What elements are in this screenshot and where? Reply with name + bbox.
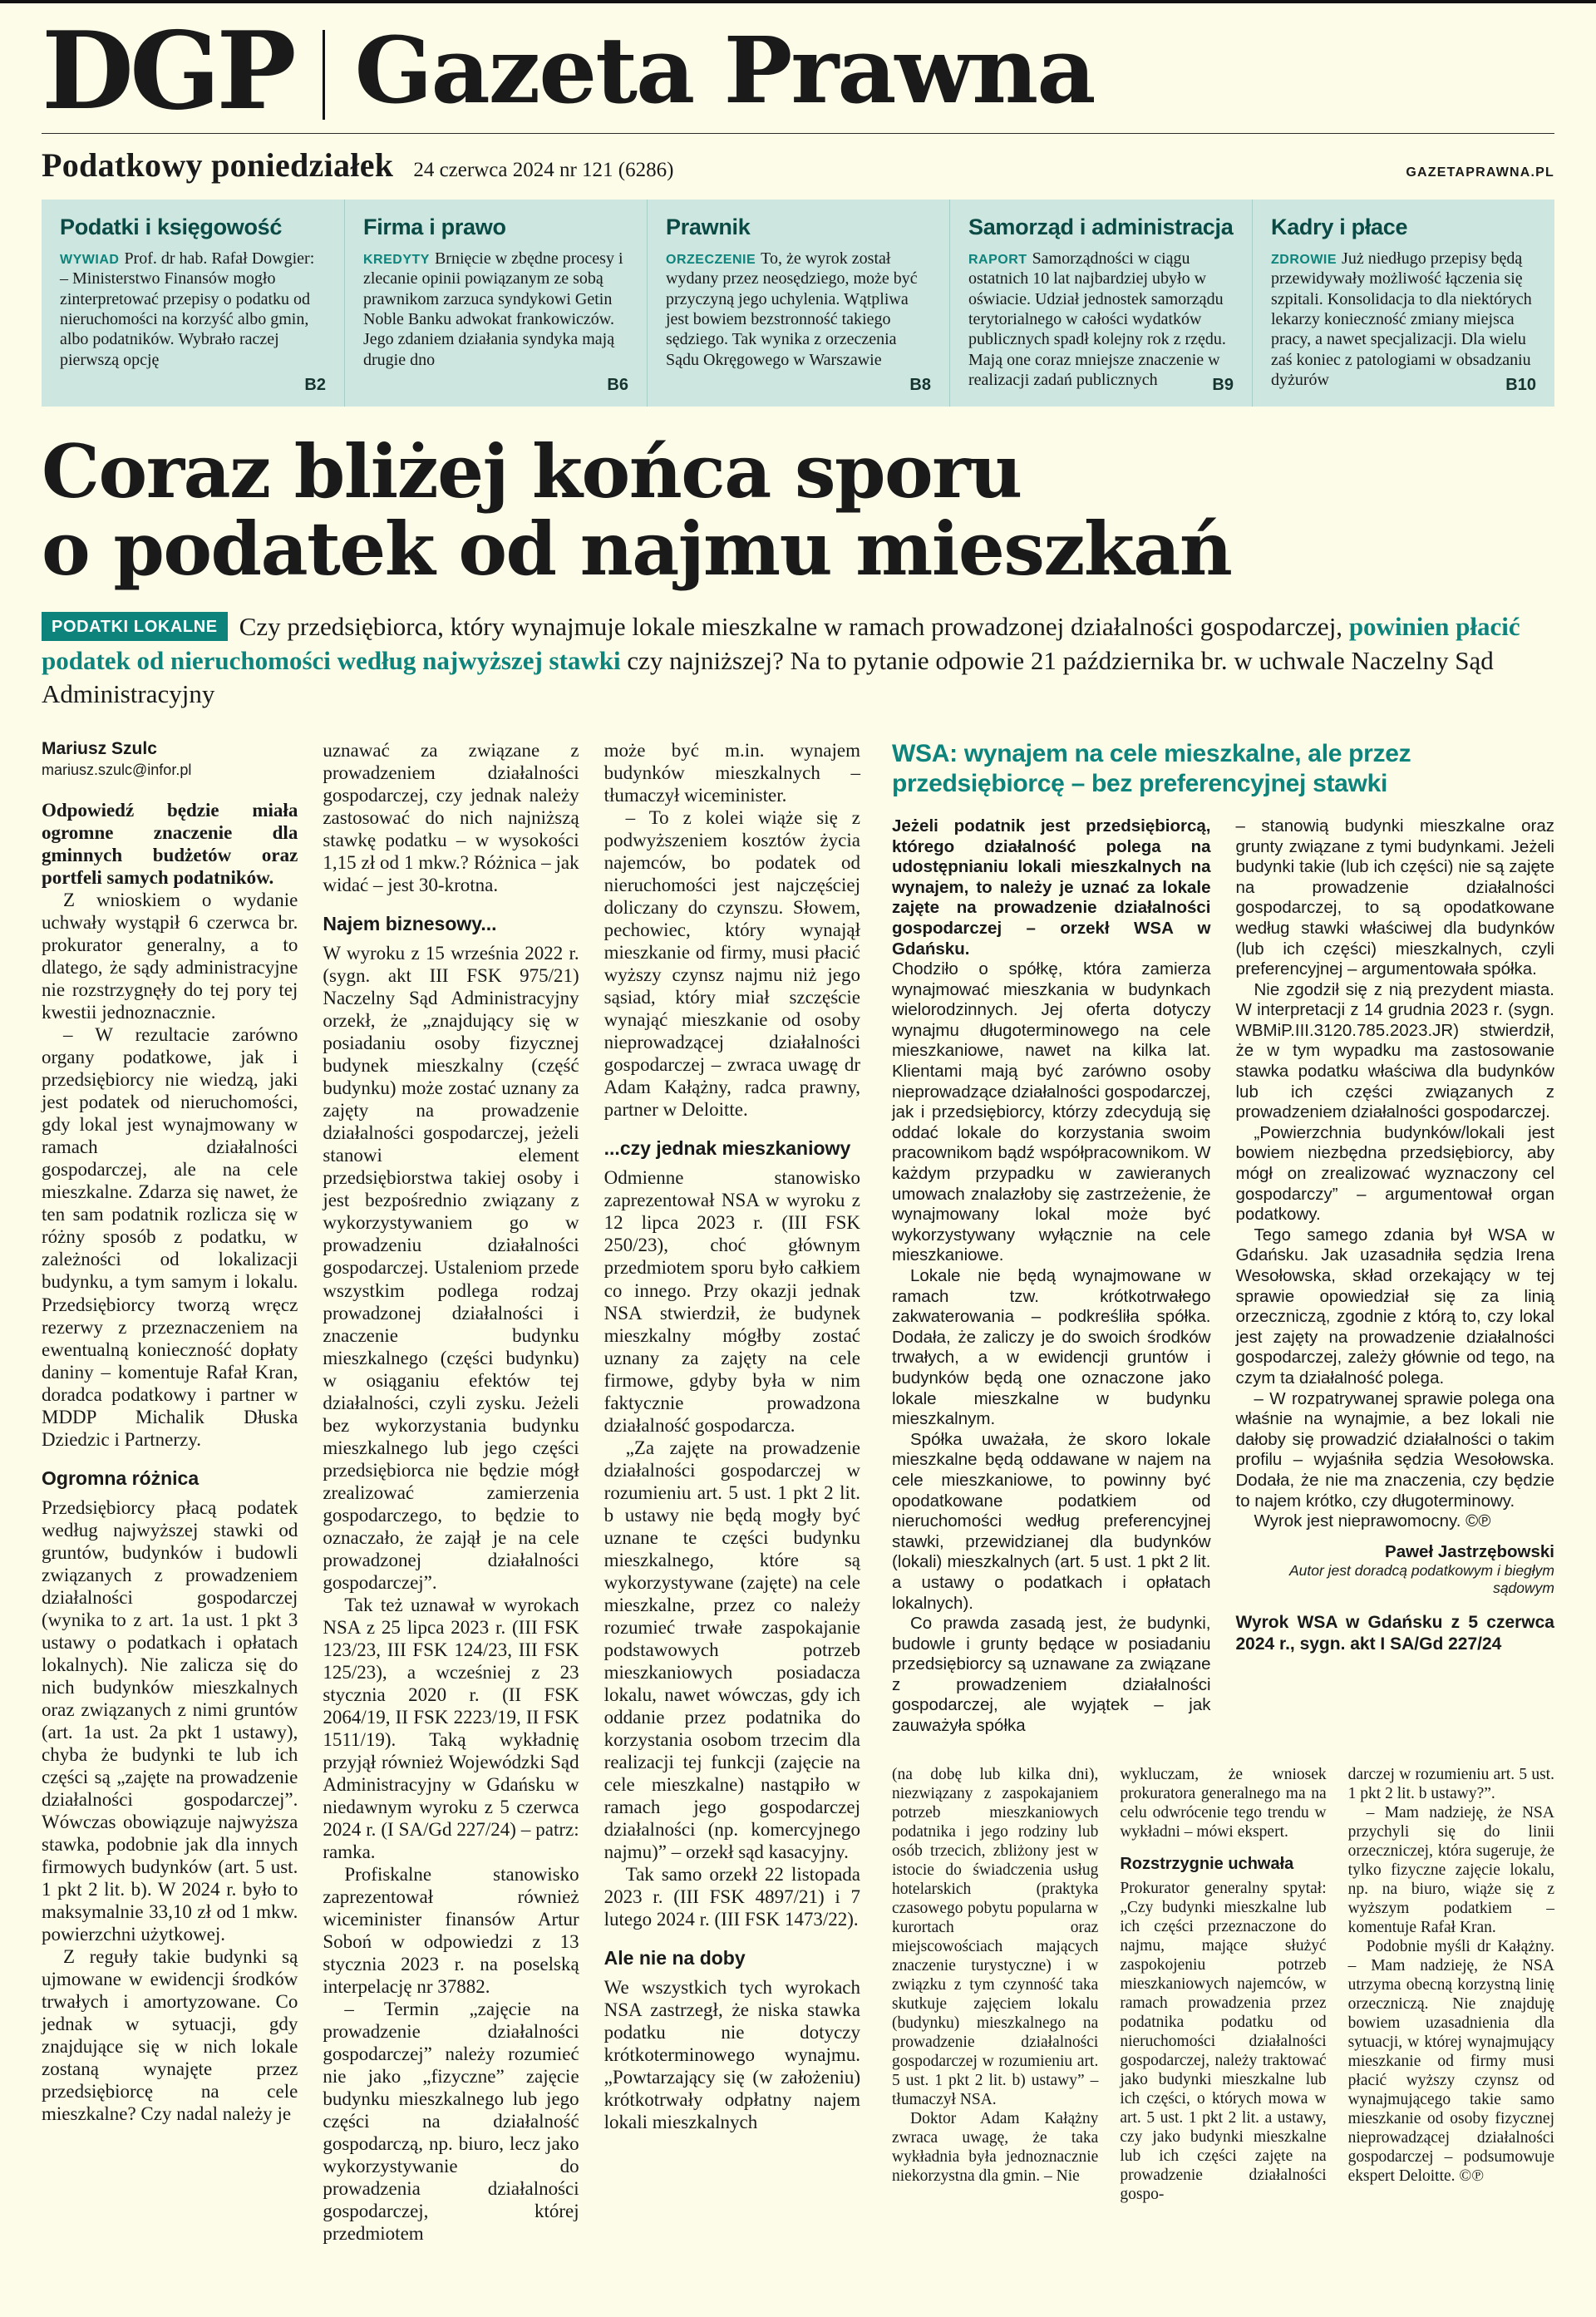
paragraph: Paweł Jastrzębowski xyxy=(1385,1541,1554,1561)
paragraph: Odmienne stanowisko zaprezentował NSA w wyroku z 12 lipca 2023 r. (III FSK 250/23), choć głównym przedmiotem sporu było całkiem co innego. Przy okazji jednak NSA stwierdził, że budynek mieszkalny mógłby zostać uznany za zajęty na cele firmowe, gdyby była w nim faktycznie prowadzona działalność gospodarcza. xyxy=(603,1167,860,1436)
paper-title: Gazeta Prawna xyxy=(354,17,1095,124)
paragraph: Tak też uznawał w wyrokach NSA z 25 lipca 2023 r. (III FSK 123/23, III FSK 124/23, III FSK 125/23), a wcześniej z 23 stycznia 2020 r. (II FSK 2064/19, II FSK 2223/19, II FSK 1511/19). Taką wykładnię przyjął również Wojewódzki Sąd Administracyjny w Gdańsku w niedawnym wyroku z 5 czerwca 2024 r. (I SA/Gd 227/24) – patrz: ramka. xyxy=(323,1594,579,1862)
subheading: Ogromna różnica xyxy=(42,1467,200,1489)
main-headline xyxy=(42,428,1554,592)
paragraph: Tego samego zdania był WSA w Gdańsku. Jak uzasadniła sędzia Irena Wesołowska, skład orzekający w tej sprawie opowiedział się za linią orzeczniczą, zgodnie z którą to, czy lokal jest zajęty na prowadzenie działalności gospodarczej, zależy głównie od tego, na czym ta działalność polega. xyxy=(1235,1225,1554,1388)
teaser-firma-i-prawo xyxy=(344,200,647,407)
subheading: ...czy jednak mieszkaniowy xyxy=(603,1137,851,1160)
teaser-title: Prawnik xyxy=(666,214,751,239)
article-bottom-columns xyxy=(892,1765,1554,2204)
paragraph: W wyroku z 15 września 2022 r. (sygn. akt III FSK 975/21) Naczelny Sąd Administracyjny orzekł, że „znajdujący się w posiadaniu osoby fizycznej budynek mieszkalny (część budynku) może zostać uznany za zajęty na prowadzenie działalności gospodarczej, jeżeli stanowi element przedsiębiorstwa takiej osoby i jest bezpośrednio związany z wykorzystywaniem go w prowadzeniu działalności gospodarczej. Ustaleniom przede wszystkim podlega rodzaj prowadzonej działalności i znaczenie budynku mieszkalnego (części budynku) w osiąganiu efektów tej działalności, czyli zysku. Jeżeli bez wykorzystania budynku mieszkalnego lub jego części przedsiębiorca nie będzie mógł zrealizować zamierzenia gospodarczego, to będzie to oznaczało, że zajął je na cele prowadzonej działalności gospodarczej”. xyxy=(323,943,579,1593)
paragraph: uznawać za związane z prowadzeniem działalności gospodarczej, czy jednak należy zastosować do nich najniższą stawkę podatku – w wysokości 1,15 zł od 1 mkw.? Różnica – jak widać – jest 30-krotna. xyxy=(323,740,579,896)
lede-highlight: powinien płacić podatek od nieruchomości według najwyższej stawki xyxy=(42,612,1520,675)
paragraph: Z reguły takie budynki są ujmowane w ewidencji środków trwałych i amortyzowane. Co jednak w sytuacji, gdy znajdujące się w nich lokale zostaną wynajęte przez przedsiębiorcę na cele mieszkalne? Czy nadal należy je xyxy=(42,1945,298,2125)
paragraph: – To z kolei wiąże się z podwyższeniem kosztów życia najemców, bo podatek od nieruchomości jest najczęściej doliczany do czynszu. Słowem, pechowiec, który wynajął mieszkanie od firmy, musi płacić wyższy czynsz najmu niż jego sąsiad, który miał szczęście wynająć mieszkanie od osoby nieprowadzącej działalności gospodarczej – zwraca uwagę dr Adam Kałążny, radca prawny, partner w Deloitte. xyxy=(603,807,860,1121)
article-body xyxy=(42,739,1554,2245)
paragraph: „Powierzchnia budynków/lokali jest bowiem niezbędna przedsiębiorcy, aby mógł on zrealizować wyznaczony cel gospodarczy” – argumentował organ podatkowy. xyxy=(1235,1122,1554,1225)
section-teaser-strip xyxy=(42,200,1554,407)
teaser-title: Firma i prawo xyxy=(363,214,506,239)
teaser-body: Już niedługo przepisy będą przewidywały możliwość łączenia się szpitali. Konsolidacja to dla niektórych lekarzy konieczność zmiany miejsca pracy, a nawet specjalizacji. Dla wielu zaś koniec z patologiami w obsadzaniu dyżurów xyxy=(1271,249,1532,390)
teaser-page-ref: B10 xyxy=(1505,376,1536,395)
edition-name: Podatkowy poniedziałek xyxy=(42,145,394,184)
teaser-text xyxy=(666,249,931,373)
paragraph: (na dobę lub kilka dni), niezwiązany z zaspokajaniem potrzeb mieszkaniowych podatnika i jego rodziny lub osób trzecich, zbliżony jest w istocie do świadczenia usług hotelarskich (praktyka czasowego pobytu popularna w kurortach oraz miejscowościach mających znaczenie turystyczne) i w związku z tym czynność taka skutkuje zajęciem lokalu (budynku) mieszkalnego na prowadzenie działalności gospodarczej w rozumieniu art. 5 ust. 1 pkt 2 lit. b) ustawy” – tłumaczył NSA. xyxy=(892,1765,1099,2108)
teaser-body: To, że wyrok został wydany przez neosędziego, może być przyczyną jego uchylenia. Wątpliwa jest bowiem bezstronność takiego sędziego. Tak wynika z orzeczenia Sądu Okręgowego w Warszawie xyxy=(666,249,918,369)
teaser-body: Prof. dr hab. Rafał Dowgier: – Ministerstwo Finansów mogło zinterpretować przepisy o podatku od nieruchomości na korzyść albo gmin, albo podatników. Wybrało raczej pierwszą opcję xyxy=(60,249,315,369)
paragraph: – stanowią budynki mieszkalne oraz grunty związane z tymi budynkami. Jeżeli budynki takie (lub ich części) nie są zajęte na prowadzenie działalności gospodarczej, to są opodatkowane według stawki właściwej dla budynków (lub ich części) mieszkalnych, czyli preferencyjnej – argumentowała spółka. xyxy=(1235,816,1554,979)
ruling-box-columns xyxy=(892,816,1554,1737)
lede-text: Czy przedsiębiorca, który wynajmuje lokale mieszkalne w ramach prowadzonej działalności gospodarczej, xyxy=(239,612,1349,642)
byline xyxy=(42,739,298,779)
paragraph: Prokurator generalny spytał: „Czy budynki mieszkalne lub ich części przeznaczone do najmu, mające służyć zaspokojeniu potrzeb mieszkaniowych najemców, w ramach prowadzenia przez podatnika podatku od nieruchomości działalności gospodarczej, należy traktować jako budynki mieszkalne lub ich części, o których mowa w art. 5 ust. 1 pkt 2 lit. a ustawy, czy jako budynki mieszkalne lub ich części zajęte na prowadzenie działalności gospo- xyxy=(1120,1879,1327,2203)
logo-separator xyxy=(323,30,325,120)
paragraph: Spółka uważała, że skoro lokale mieszkalne będą oddawane w najem na cele mieszkaniowe, to powinny być opodatkowane podatkiem od nieruchomości według preferencyjnej stawki, przewidzianej dla budynków (lokali) mieszkalnych (art. 5 ust. 1 pkt 2 lit. a ustawy o podatkach i opłatach lokalnych). xyxy=(892,1429,1211,1613)
teaser-text xyxy=(363,249,628,373)
court-ruling-box xyxy=(892,739,1554,1737)
article-column-2-text xyxy=(323,739,579,2245)
paragraph: Doktor Adam Kałążny zwraca uwagę, że taka wykładnia była jednoznacznie niekorzystna dla gmin. – Nie xyxy=(892,2109,1099,2185)
paragraph: Odpowiedź będzie miała ogromne znaczenie dla gminnych budżetów oraz portfeli samych podatników. xyxy=(42,800,298,889)
teaser-podatki-i-ksiegowosc xyxy=(42,200,344,407)
headline-line-1: Coraz bliżej końca sporu xyxy=(42,428,1022,515)
article-bottom-column-3 xyxy=(1348,1765,1554,2186)
paragraph: – W rezultacie zarówno organy podatkowe, jak i przedsiębiorcy nie wiedzą, jaki jest podatek od nieruchomości, gdy lokal jest wynajmowany w ramach działalności gospodarczej, ale na cele mieszkalne. Zdarza się nawet, że ten sam podatnik rozlicza się w różny sposób z podatku, w zależności od lokalizacji budynku, a tym samym i lokalu. Przedsiębiorcy tworzą wręcz rezerwy z przeznaczeniem na ewentualną konieczność dopłaty daniny – komentuje Rafał Kran, doradca podatkowy i partner w MDDP Michalik Dłuska Dziedzic i Partnerzy. xyxy=(42,1024,298,1450)
teaser-page-ref: B8 xyxy=(909,376,931,395)
edition-row xyxy=(42,133,1554,190)
teaser-body: Brnięcie w zbędne procesy i zlecanie opinii powiązanym ze sobą prawnikom zarzuca syndykowi Getin Noble Banku adwokat frankowiczów. Jego zdaniem działania syndyka mają drugie dno xyxy=(363,249,623,369)
topic-tag: PODATKI LOKALNE xyxy=(42,612,228,641)
ruling-box-column-1 xyxy=(892,816,1211,1737)
paragraph: – Termin „zajęcie na prowadzenie działalności gospodarczej” należy rozumieć nie jako „fizyczne” zajęcie budynku mieszkalnego lub jego części na działalność gospodarczą, np. biuro, lecz jako wykorzystywanie do prowadzenia działalności gospodarczej, której przedmiotem xyxy=(323,1999,579,2245)
teaser-category: WYWIAD xyxy=(60,252,120,267)
paragraph: Tak samo orzekł 22 listopada 2023 r. (III FSK 4897/21) i 7 lutego 2024 r. (III FSK 1473/22). xyxy=(603,1863,860,1930)
article-column-2 xyxy=(323,739,579,2245)
paragraph: „Za zajęte na prowadzenie działalności gospodarczej w rozumieniu art. 5 ust. 1 pkt 2 lit. b ustawy nie będą mogły być uznane te części budynku mieszkalnego, które są wykorzystywane (zajęte) na cele mieszkalne, przez co należy rozumieć trwałe zaspokajanie podstawowych potrzeb mieszkaniowych posiadacza lokalu, nawet wówczas, gdy ich oddanie przez podatnika do korzystania osobom trzecim dla realizacji tej funkcji (zajęcie na cele mieszkalne) nastąpiło w ramach jego gospodarczej działalności (np. komercyjnego najmu)” – orzekł sąd kasacyjny. xyxy=(603,1437,860,1862)
teaser-body: Samorządności w ciągu ostatnich 10 lat najbardziej ubyło w oświacie. Udział jednostek samorządu terytorialnego w całości wydatków publicznych spadł kolejny rok z rzędu. Mają one coraz mniejsze znaczenie w realizacji zadań publicznych xyxy=(968,249,1226,390)
ruling-box-title: WSA: wynajem na cele mieszkalne, ale przez przedsiębiorcę – bez preferencyjnej stawki xyxy=(892,740,1411,797)
website-url: GAZETAPRAWNA.PL xyxy=(1406,165,1554,180)
headline-line-2: o podatek od najmu mieszkań xyxy=(42,505,1232,592)
paragraph: Chodziło o spółkę, która zamierza wynajmować mieszkania w budynkach wielorodzinnych. Jej oferta dotyczy wynajmu długoterminowego na cele mieszkaniowe, nawet na kilka lat. Klientami mają być zarówno osoby nieprowadzące działalności gospodarczej, jak i przedsiębiorcy, którzy zdecydują się oddać lokale do korzystania swoim pracownikom bądź współpracownikom. W każdym przypadku w zawieranych umowach znalazłoby się zastrzeżenie, że wynajmowany lokal może być wykorzystywany wyłącznie na cele mieszkaniowe. xyxy=(892,959,1211,1265)
paragraph: Nie zgodził się z nią prezydent miasta. W interpretacji z 14 grudnia 2023 r. (sygn. WBMiP.III.3120.785.2023.JR) stwierdził, że w tym wypadku ma zastosowanie stawka podatku właściwa dla budynków lub ich części związanych z prowadzeniem działalności gospodarczej. xyxy=(1235,979,1554,1122)
masthead xyxy=(42,3,1554,133)
dgp-logo: DGP xyxy=(42,9,293,134)
teaser-page-ref: B9 xyxy=(1212,376,1234,395)
paragraph: Wyrok jest nieprawomocny. ©℗ xyxy=(1254,1511,1491,1531)
paragraph: Wyrok WSA w Gdańsku z 5 czerwca 2024 r., sygn. akt I SA/Gd 227/24 xyxy=(1235,1613,1554,1654)
paragraph: Co prawda zasadą jest, że budynki, budowle i grunty będące w posiadaniu przedsiębiorcy są uznawane za związane z prowadzeniem działalności gospodarczej, ale wyjątek – jak zauważyła spółka xyxy=(892,1614,1211,1736)
teaser-page-ref: B2 xyxy=(304,376,326,395)
paragraph: – Mam nadzieję, że NSA przychyli się do linii orzeczniczej, która sugeruje, że tylko fizyczne zajęcie lokalu, np. na biuro, wiąże się z wyższym podatkiem – komentuje Rafał Kran. xyxy=(1347,1803,1554,1936)
paragraph: Autor jest doradcą podatkowym i biegłym sądowym xyxy=(1288,1562,1554,1597)
paragraph: Lokale nie będą wynajmowane w ramach tzw. krótkotrwałego zakwaterowania – podkreśliła spółka. Dodała, że zaliczy je do swoich środków trwałych, a w ewidencji gruntów i budynków będą one oznaczone jako lokale mieszkalne w budynku mieszkalnym. xyxy=(892,1266,1211,1429)
subheading: Ale nie na doby xyxy=(603,1946,746,1969)
teaser-category: RAPORT xyxy=(968,252,1027,267)
teaser-category: ORZECZENIE xyxy=(666,252,756,267)
subheading: Najem biznesowy... xyxy=(323,913,497,935)
paragraph: darczej w rozumieniu art. 5 ust. 1 pkt 2 lit. b ustawy?”. xyxy=(1347,1765,1554,1802)
teaser-samorzad-i-administracja xyxy=(949,200,1252,407)
paragraph: Podobnie myśli dr Kałążny. – Mam nadzieję, że NSA utrzyma obecną korzystną linię orzeczniczą. Nie znajduję bowiem uzasadnienia dla sytuacji, w której wynajmujący mieszkanie od firmy musi płacić wyższy czynsz od wynajmującego takie samo mieszkanie od osoby fizycznej nieprowadzącej działalności gospodarczej – podsumowuje ekspert Deloitte. ©℗ xyxy=(1347,1937,1554,2185)
subheading: Rozstrzygnie uchwała xyxy=(1120,1854,1294,1873)
teaser-title: Podatki i księgowość xyxy=(60,214,283,239)
teaser-prawnik xyxy=(647,200,949,407)
lede xyxy=(42,610,1554,711)
article-column-3 xyxy=(604,739,860,2245)
issue-date: 24 czerwca 2024 nr 121 (6286) xyxy=(413,158,674,181)
paragraph: wykluczam, że wniosek prokuratora generalnego ma na celu odwrócenie tego trendu w wykładni – mówi ekspert. xyxy=(1120,1765,1327,1841)
paragraph: Przedsiębiorcy płacą podatek według najwyższej stawki od gruntów, budynków i budowli związanych z prowadzeniem działalności gospodarczej (wynika to z art. 1a ust. 1 pkt 3 ustawy o podatkach i opłatach lokalnych). Nie zalicza się do nich budynków mieszkalnych oraz związanych z nimi gruntów (art. 1a ust. 2a pkt 1 ustawy), chyba że budynki te lub ich części są „zajęte na prowadzenie działalności gospodarczej”. Wówczas obowiązuje najwyższa stawka, podobnie jak dla innych firmowych budynków (art. 5 ust. 1 pkt 2 lit. b). W 2024 r. było to maksymalnie 33,10 zł od 1 mkw. powierzchni użytkowej. xyxy=(42,1496,298,1945)
teaser-category: ZDROWIE xyxy=(1271,252,1337,267)
teaser-text xyxy=(968,249,1234,394)
article-right-region xyxy=(892,739,1554,2245)
teaser-text xyxy=(1271,249,1536,394)
paragraph: Jeżeli podatnik jest przedsiębiorcą, którego działalność polega na udostępnianiu lokali mieszkalnych na wynajem, to należy je uznać za lokale zajęte na prowadzenie działalności gospodarczej – orzekł WSA w Gdańsku. xyxy=(892,816,1211,959)
teaser-title: Samorząd i administracja xyxy=(968,214,1234,239)
article-column-3-text xyxy=(604,739,860,2133)
paragraph: może być m.in. wynajem budynków mieszkalnych – tłumaczył wiceminister. xyxy=(603,740,860,806)
paragraph: We wszystkich tych wyrokach NSA zastrzegł, że niska stawka podatku nie dotyczy krótkoterminowego wynajmu. „Powtarzający się (w założeniu) krótkotrwały odpłatny najem lokali mieszkalnych xyxy=(603,1976,860,2133)
article-bottom-column-1 xyxy=(892,1765,1098,2186)
paragraph: – W rozpatrywanej sprawie polega ona właśnie na wynajmie, a bez lokali nie dałoby się prowadzić działalności o takim profilu – wyjaśniła sędzia Wesołowska. Dodała, że nie ma znaczenia, czy będzie to najem krótko, czy długoterminowy. xyxy=(1235,1388,1554,1511)
article-bottom-column-2 xyxy=(1120,1765,1326,2204)
author-email: mariusz.szulc@infor.pl xyxy=(42,762,192,779)
article-left-columns xyxy=(42,739,860,2245)
ruling-box-column-2 xyxy=(1236,816,1555,1654)
teaser-page-ref: B6 xyxy=(607,376,628,395)
author-name: Mariusz Szulc xyxy=(42,739,157,759)
paragraph: Profiskalne stanowisko zaprezentował również wiceminister finansów Artur Soboń w odpowiedzi z 13 stycznia 2023 r. na poselską interpelację nr 37882. xyxy=(323,1863,579,1997)
teaser-category: KREDYTY xyxy=(363,252,430,267)
lede-text-cont: czy najniższej? Na to pytanie odpowie 21 października br. w uchwale Naczelny Sąd Administracyjny xyxy=(42,645,1494,708)
teaser-text xyxy=(60,249,326,373)
article-column-1-text xyxy=(42,799,298,2125)
paragraph: Z wnioskiem o wydanie uchwały wystąpił 6 czerwca br. prokurator generalny, a to dlatego, że sądy administracyjne nie rozstrzygnęły do tej pory tej kwestii jednoznacznie. xyxy=(42,890,298,1023)
article-column-1 xyxy=(42,739,298,2245)
teaser-kadry-i-place xyxy=(1252,200,1554,407)
teaser-title: Kadry i płace xyxy=(1271,214,1408,239)
